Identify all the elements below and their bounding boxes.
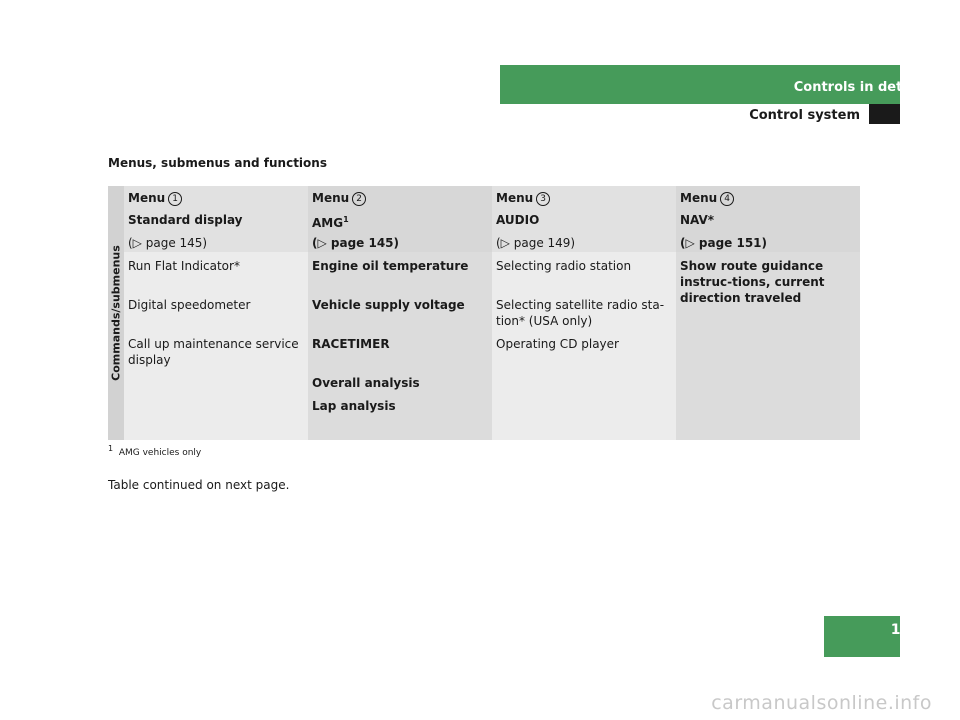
list-item: Lap analysis [312,399,396,413]
list-item: Show route guidance instruc-tions, current direction traveled [680,259,825,305]
footnote-marker: 1 [108,444,114,453]
footnote-marker: 1 [343,215,349,224]
list-item: Digital speedometer [128,298,251,312]
row-label: Commands/submenus [109,245,123,381]
list-item: Call up maintenance service display [128,337,299,367]
column-body [676,252,860,440]
column-header [676,186,860,252]
column-body [492,252,676,440]
page-reference: (▷ page 151) [680,236,768,250]
menu-label: Menu 2 [312,190,366,206]
list-item: Selecting radio station [496,259,632,273]
list-item: Vehicle supply voltage [312,298,465,312]
column-body [308,252,492,440]
section-title: Control system [749,108,860,123]
circled-number-icon: 2 [352,192,366,206]
list-item: RACETIMER [312,337,390,351]
footnote-text: AMG vehicles only [118,448,202,458]
menu-column-3 [492,186,676,440]
column-header [308,186,492,252]
list-item: Operating CD player [496,337,619,351]
chapter-title: Controls in detail [793,80,920,95]
page-reference: (▷ page 149) [496,236,576,250]
list-item: Run Flat Indicator* [128,259,240,273]
header-black-tab [869,104,900,124]
menu-column-2 [308,186,492,440]
menu-column-4 [676,186,860,440]
circled-number-icon: 4 [720,192,734,206]
menu-column-1 [124,186,308,440]
continued-note: Table continued on next page. [108,478,290,492]
menu-name: Standard display [128,213,243,227]
page-reference: (▷ page 145) [312,236,400,250]
column-header [124,186,308,252]
footnote [108,444,201,458]
circled-number-icon: 1 [168,192,182,206]
menu-name: AUDIO [496,213,540,227]
table-heading: Menus, submenus and functions [108,156,327,170]
column-header [492,186,676,252]
menu-name: AMG$^1$ [312,215,349,230]
circled-number-icon: 3 [536,192,550,206]
list-item: Selecting satellite radio sta-tion* (USA only) [496,298,665,328]
watermark: carmanualsonline.info [711,692,932,714]
page-reference: (▷ page 145) [128,236,208,250]
menu-name: NAV* [680,213,715,227]
menu-label: Menu 3 [496,190,550,206]
list-item: Engine oil temperature [312,259,469,273]
row-label-column [108,186,124,440]
page-number: 143 [890,622,920,638]
menu-label: Menu 4 [680,190,734,206]
menu-label: Menu 1 [128,190,182,206]
menu-table [108,186,860,440]
page-number-box [824,616,900,657]
column-body [124,252,308,440]
list-item: Overall analysis [312,376,420,390]
